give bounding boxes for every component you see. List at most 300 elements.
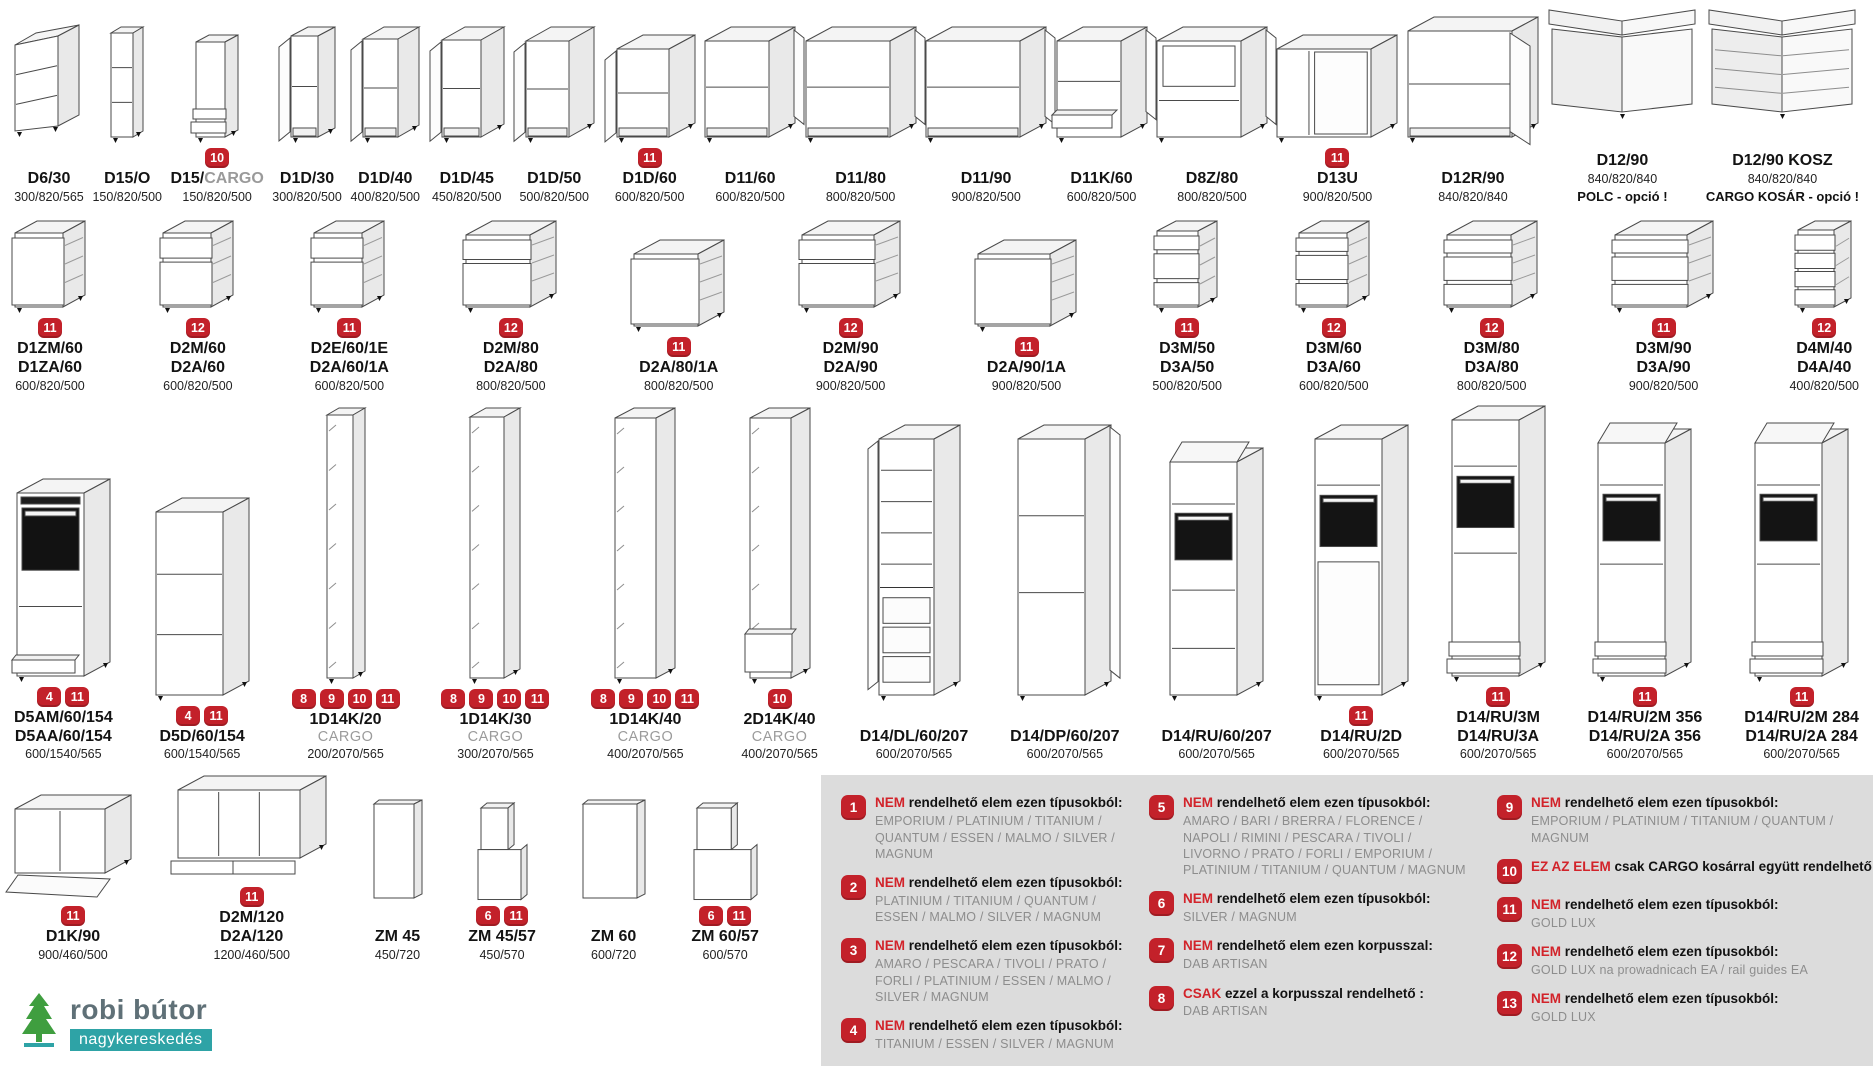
cabinet-row-wall-units: [14, 775, 759, 962]
legend-item: [1149, 986, 1471, 1020]
legend-ref-badge: 9: [619, 689, 643, 709]
catalog-item: [977, 239, 1077, 393]
legend-ref-badge: 11: [1349, 706, 1373, 726]
legend-text: [875, 1018, 1123, 1052]
legend-column: [1149, 795, 1471, 1052]
legend-heading: [1531, 991, 1779, 1008]
cabinet-drawing: [469, 407, 521, 685]
item-variant: CARGO: [617, 729, 674, 746]
item-dimensions: 400/2070/565: [607, 747, 684, 762]
cabinet-drawing: [313, 220, 385, 314]
legend-heading-keyword: EZ AZ ELEM: [1531, 858, 1611, 874]
item-code: D11/90: [960, 170, 1012, 187]
cabinet-drawing: [155, 497, 250, 702]
item-code: D1D/40: [358, 170, 413, 187]
item-code: D1D/45: [439, 170, 494, 187]
item-dimensions: 800/820/500: [1456, 378, 1527, 393]
badge-row: [186, 317, 210, 339]
cabinet-drawing: [1056, 26, 1148, 144]
legend-ref-badge: 10: [348, 689, 372, 709]
legend-number-badge: 2: [841, 875, 866, 900]
catalog-item: [92, 26, 162, 204]
legend-item: [1497, 795, 1873, 845]
item-dimensions: 500/820/500: [1152, 378, 1222, 393]
catalog-item: [513, 26, 595, 204]
catalog-item: [1298, 220, 1370, 393]
legend-heading-rest: rendelhető elem ezen típusokból:: [905, 1018, 1123, 1033]
badge-row: [1633, 686, 1657, 708]
legend-number-badge: 1: [841, 795, 866, 820]
legend-heading-keyword: NEM: [1531, 943, 1561, 959]
item-code: D1D/50: [527, 170, 582, 187]
legend-heading-rest: rendelhető elem ezen típusokból:: [1561, 943, 1779, 959]
item-dimensions: 800/820/500: [1177, 189, 1247, 204]
item-dimensions: 600/820/500: [15, 378, 85, 393]
legend-ref-badge: 12: [1480, 318, 1504, 338]
cabinet-drawing: [1614, 220, 1714, 314]
legend-body: SILVER / MAGNUM: [1183, 910, 1297, 925]
legend-number-badge: 11: [1497, 897, 1522, 922]
catalog-item: [292, 407, 400, 762]
badge-row: [667, 336, 691, 358]
item-variant: CARGO: [317, 729, 374, 746]
item-dimensions: 600/570: [702, 948, 748, 963]
item-dimensions: 400/2070/565: [741, 747, 818, 762]
catalog-item: [1161, 424, 1271, 762]
legend-item: [1149, 891, 1471, 925]
legend-ref-badge: 9: [320, 689, 344, 709]
legend-ref-badge: 6: [699, 906, 723, 926]
legend-ref-badge: 12: [186, 318, 210, 338]
catalog-item: [1446, 220, 1538, 393]
badge-row: [205, 147, 229, 169]
bottom-left-column: [14, 775, 759, 1053]
catalog-item: [441, 407, 549, 762]
item-code: D11K/60: [1070, 170, 1133, 187]
item-dimensions: 600/1540/565: [25, 747, 102, 762]
catalog-item: [468, 798, 536, 962]
legend-text: [1531, 991, 1779, 1025]
legend-body: PLATINIUM / TITANIUM / QUANTUM / ESSEN / MALMO / SILVER / MAGNUM: [875, 893, 1102, 925]
catalog-item: [633, 239, 725, 393]
cabinet-drawing: [429, 26, 505, 144]
badge-row: [1812, 317, 1836, 339]
legend-heading: [875, 1018, 1123, 1035]
cabinet-drawing: [195, 34, 239, 144]
catalog-item: [801, 220, 901, 393]
catalog-item: [170, 34, 263, 204]
legend-heading: [1183, 795, 1471, 812]
item-dimensions: 900/820/500: [951, 189, 1021, 204]
cabinet-drawing: [326, 407, 366, 685]
cabinet-drawing: [1156, 220, 1218, 314]
item-code: ZM 60: [590, 928, 637, 946]
cabinet-drawing: [925, 26, 1047, 144]
legend-heading-keyword: NEM: [1183, 795, 1213, 811]
item-dimensions: 900/460/500: [38, 948, 108, 963]
catalog-item: [465, 220, 557, 393]
catalog-item: [1451, 405, 1546, 762]
catalog-item: [1010, 424, 1119, 762]
item-dimensions: 600/1540/565: [163, 747, 241, 762]
item-code: D12/90: [1596, 152, 1649, 169]
badge-row: [441, 688, 549, 710]
item-dimensions: 300/820/565: [14, 189, 84, 204]
legend-heading-rest: rendelhető elem ezen korpusszal:: [1213, 938, 1433, 954]
legend-box: [821, 775, 1873, 1066]
item-dimensions: 450/820/500: [431, 189, 502, 204]
item-code: D2M/90: [822, 339, 879, 357]
item-dimensions: 840/820/840: [1438, 189, 1508, 204]
cabinet-drawing: [1298, 220, 1370, 314]
legend-heading: [1183, 891, 1431, 908]
legend-heading-rest: rendelhető elem ezen típusokból:: [905, 795, 1123, 811]
item-code: D2A/80/1A: [639, 358, 719, 376]
cabinet-drawing: [1451, 405, 1546, 683]
catalog-item: [581, 798, 647, 962]
legend-heading: [875, 938, 1123, 955]
legend-ref-badge: 8: [292, 689, 316, 709]
legend-ref-badge: 11: [1486, 687, 1510, 707]
badge-row: [499, 317, 523, 339]
item-dimensions: 150/820/500: [182, 189, 252, 204]
cabinet-drawing: [801, 220, 901, 314]
cabinet-drawing: [110, 26, 144, 144]
item-code: D2A/90/1A: [986, 358, 1067, 376]
item-code: D4M/40: [1796, 339, 1853, 357]
cabinet-drawing: [866, 424, 961, 702]
item-code: D1D/30: [279, 170, 335, 187]
item-code: D3M/60: [1305, 339, 1362, 357]
legend-text: [1183, 986, 1424, 1020]
legend-ref-badge: 10: [768, 689, 792, 709]
item-note: POLC - opció !: [1577, 188, 1668, 204]
legend-heading-rest: csak CARGO kosárral együtt rendelhető: [1610, 858, 1872, 874]
catalog-item: [177, 775, 327, 962]
item-code: D3M/80: [1463, 339, 1520, 357]
catalog-item: [14, 478, 113, 762]
cabinet-row-tall-units: [0, 405, 1873, 762]
legend-ref-badge: 11: [667, 337, 691, 357]
legend-heading-rest: rendelhető elem ezen típusokból:: [905, 938, 1123, 954]
legend-heading-rest: rendelhető elem ezen típusokból:: [1213, 891, 1431, 907]
item-code: D14/DL/60/207: [859, 727, 969, 745]
catalog-item: [1706, 8, 1859, 204]
item-code-2: D5AA/60/154: [14, 727, 112, 745]
cabinet-drawing: [278, 26, 336, 144]
item-code: D2M/80: [482, 339, 539, 357]
item-dimensions: 150/820/500: [92, 189, 162, 204]
item-code: D2E/60/1E: [310, 339, 389, 357]
item-code: D1D/60: [622, 170, 677, 187]
legend-heading-keyword: CSAK: [1183, 985, 1222, 1001]
item-code: ZM 45/57: [468, 928, 536, 946]
item-code: D5D/60/154: [159, 727, 245, 745]
legend-text: [1531, 859, 1872, 876]
logo-text: [70, 994, 212, 1051]
cabinet-drawing: [1797, 220, 1852, 314]
item-dimensions: 600/2070/565: [1763, 747, 1840, 762]
legend-ref-badge: 4: [176, 706, 200, 726]
item-code-2: D2A/60: [170, 358, 226, 376]
item-dimensions: 900/820/500: [991, 378, 1062, 393]
cabinet-drawing: [16, 478, 111, 683]
legend-heading: [875, 875, 1123, 892]
item-code-2: D3A/90: [1636, 358, 1691, 376]
item-dimensions: 300/820/500: [272, 189, 342, 204]
legend-item: [841, 1018, 1123, 1052]
item-code-2: D2A/90: [823, 358, 878, 376]
item-dimensions: 200/2070/565: [307, 747, 384, 762]
legend-heading: [1531, 897, 1779, 914]
item-dimensions: 600/820/500: [163, 378, 233, 393]
logo-title: robi bútor: [70, 994, 208, 1026]
item-code-2: D3A/60: [1306, 358, 1361, 376]
cabinet-drawing: [476, 798, 528, 902]
legend-text: [1183, 795, 1471, 878]
legend-ref-badge: 11: [1175, 318, 1199, 338]
cabinet-drawing: [1017, 424, 1112, 702]
item-dimensions: 600/2070/565: [1026, 747, 1104, 762]
legend-ref-badge: 11: [61, 906, 85, 926]
item-note: CARGO KOSÁR - opció !: [1705, 188, 1859, 204]
legend-text: [875, 875, 1123, 925]
item-dimensions: 600/2070/565: [1178, 747, 1255, 762]
badge-row: [1015, 336, 1039, 358]
legend-ref-badge: 11: [1790, 687, 1814, 707]
catalog-item: [1056, 26, 1148, 204]
cabinet-drawing: [692, 798, 758, 902]
badge-row: [768, 688, 792, 710]
item-code: 1D14K/20: [309, 710, 382, 728]
item-code-2: D2A/120: [220, 928, 284, 946]
badge-row: [1480, 317, 1504, 339]
legend-heading-keyword: NEM: [1531, 991, 1561, 1006]
legend-heading-keyword: NEM: [875, 875, 905, 890]
cabinet-row-drawer-units: [0, 220, 1873, 393]
legend-body: EMPORIUM / PLATINIUM / TITANIUM / QUANTUM / MAGNUM: [1531, 814, 1834, 845]
legend-number-badge: 4: [841, 1018, 866, 1043]
cabinet-drawing: [1707, 8, 1857, 126]
catalog-item: [1152, 220, 1222, 393]
badge-row: [1486, 686, 1510, 708]
legend-heading-keyword: NEM: [875, 1018, 905, 1033]
legend-body: DAB ARTISAN: [1183, 957, 1268, 972]
badge-row: [638, 147, 662, 169]
item-variant: CARGO: [467, 729, 524, 746]
legend-text: [1531, 944, 1808, 978]
legend-body: EMPORIUM / PLATINIUM / TITANIUM / QUANTUM / ESSEN / MALMO / SILVER / MAGNUM: [875, 814, 1115, 861]
legend-ref-badge: 10: [205, 148, 229, 168]
legend-text: [1531, 897, 1779, 931]
legend-number-badge: 9: [1497, 795, 1522, 820]
catalog-item: [14, 24, 84, 204]
item-code: D15/O: [104, 170, 151, 187]
cabinet-drawing: [1276, 34, 1398, 144]
legend-heading-rest: ezzel a korpusszal rendelhető :: [1221, 985, 1424, 1001]
item-dimensions: 900/820/500: [815, 378, 886, 393]
legend-ref-badge: 11: [1325, 148, 1349, 168]
item-code: D14/RU/2M 356: [1587, 708, 1703, 726]
item-code-2: D2A/80: [483, 358, 538, 376]
item-code-suffix: CARGO: [204, 170, 264, 187]
item-code: D14/RU/60/207: [1161, 727, 1272, 745]
item-dimensions: 800/820/500: [476, 378, 546, 393]
legend-number-badge: 6: [1149, 891, 1174, 916]
item-code-2: D14/RU/2A 356: [1588, 727, 1702, 745]
catalog-item: [1407, 16, 1539, 204]
cabinet-drawing: [604, 34, 696, 144]
legend-item: [1497, 991, 1873, 1025]
badge-row: [1322, 317, 1346, 339]
item-code: D5AM/60/154: [14, 708, 113, 726]
item-code-2: D3A/80: [1464, 358, 1519, 376]
legend-text: [1183, 938, 1433, 972]
catalog-item: [691, 798, 759, 962]
badge-row: [699, 905, 751, 927]
cabinet-drawing: [177, 775, 327, 883]
cabinet-drawing: [14, 24, 84, 144]
catalog-item: [1156, 26, 1268, 204]
item-code: ZM 45: [374, 928, 421, 946]
item-dimensions: 450/720: [374, 948, 421, 963]
legend-body: DAB ARTISAN: [1183, 1004, 1268, 1019]
legend-heading: [875, 795, 1123, 812]
item-code: D12/90 KOSZ: [1732, 152, 1833, 169]
catalog-item: [310, 220, 389, 393]
item-code: D3M/90: [1635, 339, 1692, 357]
item-dimensions: 840/820/840: [1587, 171, 1658, 186]
legend-ref-badge: 11: [376, 689, 400, 709]
cabinet-drawing: [1156, 26, 1268, 144]
legend-ref-badge: 12: [499, 318, 523, 338]
legend-ref-badge: 6: [476, 906, 500, 926]
legend-text: [875, 938, 1123, 1005]
legend-heading-rest: rendelhető elem ezen típusokból:: [1561, 795, 1779, 811]
legend-item: [1497, 859, 1873, 884]
legend-ref-badge: 8: [591, 689, 615, 709]
item-dimensions: 900/820/500: [1302, 189, 1373, 204]
catalog-item: [14, 220, 86, 393]
legend-ref-badge: 11: [1652, 318, 1676, 338]
catalog-item: [741, 407, 817, 762]
legend-ref-badge: 11: [240, 887, 264, 907]
legend-body: AMARO / PESCARA / TIVOLI / PRATO / FORLI / PLATINIUM / ESSEN / MALMO / SILVER / MAGNUM: [875, 957, 1111, 1004]
catalog-item: [372, 798, 424, 962]
legend-item: [841, 938, 1123, 1005]
cabinet-drawing: [704, 26, 796, 144]
catalog-item: [1588, 405, 1703, 762]
legend-item: [1497, 944, 1873, 978]
cabinet-drawing: [614, 407, 676, 685]
cabinet-drawing: [14, 220, 86, 314]
legend-heading: [1183, 938, 1433, 955]
legend-column: [1497, 795, 1873, 1052]
legend-item: [841, 795, 1123, 862]
item-dimensions: 600/820/500: [1066, 189, 1137, 204]
catalog-item: [162, 220, 234, 393]
legend-body: GOLD LUX na prowadnicach EA / rail guides EA: [1531, 962, 1808, 977]
item-code: D14/DP/60/207: [1010, 727, 1120, 745]
cabinet-drawing: [1547, 8, 1697, 126]
catalog-item: [860, 424, 969, 762]
item-code: D15/CARGO: [170, 170, 264, 187]
catalog-item: [14, 794, 132, 962]
item-code-2: D14/RU/3A: [1457, 727, 1540, 745]
legend-number-badge: 5: [1149, 795, 1174, 820]
legend-heading: [1183, 986, 1424, 1003]
catalog-item: [1314, 424, 1409, 762]
legend-ref-badge: 11: [504, 906, 528, 926]
item-code: D11/60: [724, 170, 776, 187]
catalog-item: [925, 26, 1047, 204]
legend-heading-keyword: NEM: [1531, 795, 1561, 811]
legend-ref-badge: 11: [65, 687, 89, 707]
legend-heading-rest: rendelhető elem ezen típusokból:: [1561, 896, 1779, 912]
item-code: D12R/90: [1441, 170, 1505, 187]
item-variant: CARGO: [751, 729, 808, 746]
cabinet-drawing: [633, 239, 725, 333]
catalog-item: [805, 26, 917, 204]
legend-heading: [1531, 795, 1873, 812]
badge-row: [1175, 317, 1199, 339]
badge-row: [37, 686, 89, 708]
item-dimensions: 500/820/500: [519, 189, 589, 204]
legend-ref-badge: 11: [727, 906, 751, 926]
cabinet-drawing: [749, 407, 811, 685]
cabinet-drawing: [977, 239, 1077, 333]
catalog-item: [1789, 220, 1859, 393]
legend-ref-badge: 11: [337, 318, 361, 338]
cabinet-drawing: [14, 794, 132, 902]
legend-heading-keyword: NEM: [1183, 891, 1213, 907]
item-code: D11/80: [835, 170, 886, 187]
legend-ref-badge: 10: [647, 689, 671, 709]
badge-row: [61, 905, 85, 927]
badge-row: [176, 705, 228, 727]
legend-ref-badge: 12: [1812, 318, 1836, 338]
item-code: 2D14K/40: [743, 710, 816, 728]
item-dimensions: 1200/460/500: [213, 948, 290, 963]
legend-number-badge: 8: [1149, 986, 1174, 1011]
cabinet-drawing: [805, 26, 917, 144]
cabinet-drawing: [372, 798, 424, 902]
legend-ref-badge: 9: [469, 689, 493, 709]
cabinet-drawing: [1314, 424, 1409, 702]
legend-ref-badge: 11: [204, 706, 228, 726]
legend-number-badge: 10: [1497, 859, 1522, 884]
legend-body: GOLD LUX: [1531, 915, 1596, 930]
logo-subtitle: nagykereskedés: [70, 1029, 212, 1051]
cabinet-drawing: [350, 26, 420, 144]
item-dimensions: 600/820/500: [715, 189, 785, 204]
legend-ref-badge: 12: [839, 318, 863, 338]
item-code: D6/30: [27, 170, 71, 187]
item-code: D8Z/80: [1185, 170, 1239, 187]
item-code: D3M/50: [1159, 339, 1216, 357]
catalog-item: [591, 407, 699, 762]
legend-ref-badge: 12: [1322, 318, 1346, 338]
item-code-2: D2A/60/1A: [309, 358, 389, 376]
item-dimensions: 600/2070/565: [875, 747, 953, 762]
legend-heading-rest: rendelhető elem ezen típusokból:: [1213, 795, 1431, 811]
item-dimensions: 600/820/500: [614, 189, 685, 204]
badge-row: [1790, 686, 1814, 708]
legend-heading-keyword: NEM: [1183, 938, 1213, 954]
catalog-item: [1547, 8, 1697, 204]
legend-number-badge: 12: [1497, 944, 1522, 969]
item-code: D2M/120: [219, 909, 285, 927]
